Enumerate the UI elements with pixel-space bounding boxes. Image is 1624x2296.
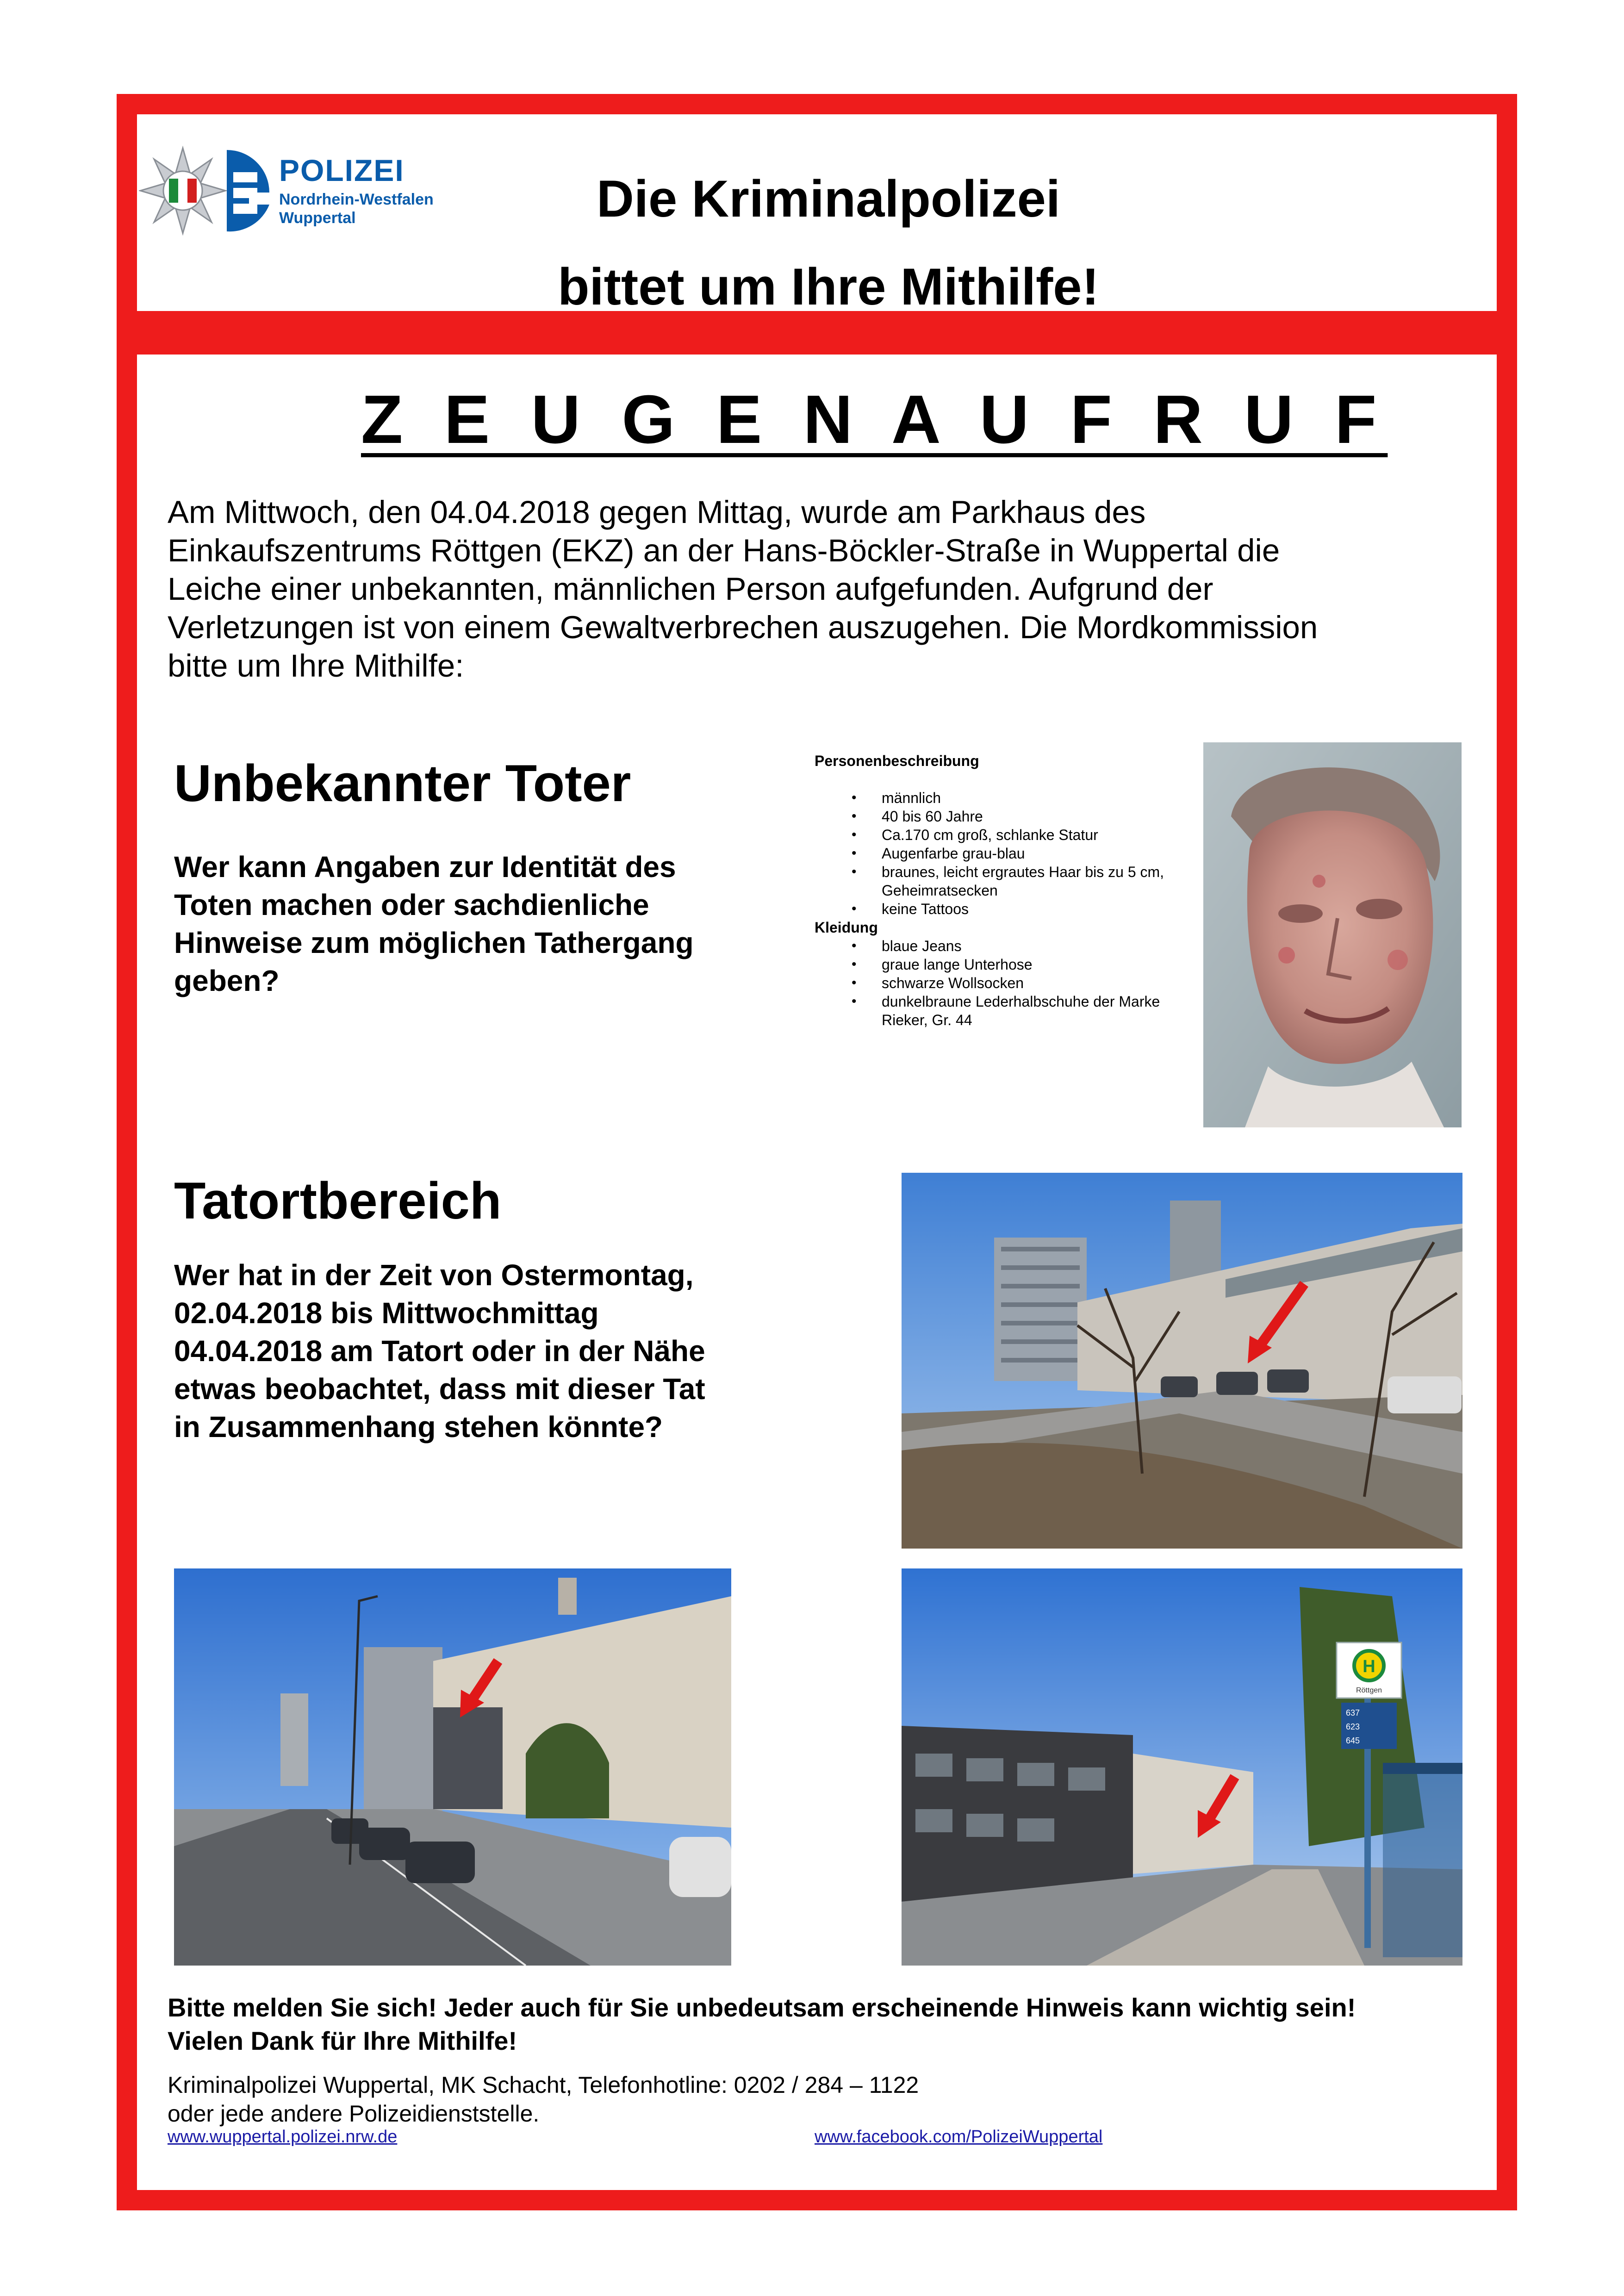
svg-text:H: H bbox=[1363, 1657, 1375, 1676]
logo-city: Wuppertal bbox=[279, 209, 356, 227]
question-line: 02.04.2018 bis Mittwochmittag bbox=[174, 1296, 599, 1330]
bus-route: 645 bbox=[1346, 1736, 1360, 1745]
person-description bbox=[815, 752, 1194, 1029]
scene-photo-garage bbox=[902, 1173, 1462, 1549]
website-link[interactable]: www.wuppertal.polizei.nrw.de bbox=[168, 2127, 398, 2147]
intro-line: bitte um Ihre Mithilfe: bbox=[168, 648, 464, 684]
question-line: Hinweise zum möglichen Tathergang bbox=[174, 926, 694, 959]
question-line: Wer kann Angaben zur Identität des bbox=[174, 850, 676, 884]
description-item: • 40 bis 60 Jahre bbox=[815, 807, 1194, 826]
contact-line: oder jede andere Polizeidienststelle. bbox=[168, 2101, 540, 2127]
question-line: Wer hat in der Zeit von Ostermontag, bbox=[174, 1258, 694, 1292]
headline-line-1: Die Kriminalpolizei bbox=[597, 170, 1060, 228]
section-question-scene bbox=[174, 1256, 877, 1446]
question-line: 04.04.2018 am Tatort oder in der Nähe bbox=[174, 1334, 705, 1368]
scene-photo-street bbox=[174, 1568, 731, 1966]
police-star-logo-icon bbox=[139, 144, 278, 237]
intro-paragraph bbox=[168, 493, 1487, 685]
question-line: etwas beobachtet, dass mit dieser Tat bbox=[174, 1372, 705, 1406]
clothing-heading: Kleidung bbox=[815, 919, 878, 936]
description-item: • braunes, leicht ergrautes Haar bis zu 5 cm, Geheimratsecken bbox=[815, 863, 1194, 900]
deceased-face-photo bbox=[1203, 742, 1462, 1127]
question-line: geben? bbox=[174, 964, 280, 997]
description-list bbox=[815, 789, 1194, 918]
closing-appeal bbox=[168, 1991, 1510, 2058]
contact-info bbox=[168, 2071, 1510, 2128]
description-item: • Ca.170 cm groß, schlanke Statur bbox=[815, 826, 1194, 844]
clothing-list bbox=[815, 937, 1194, 1029]
section-heading-scene: Tatortbereich bbox=[174, 1172, 502, 1230]
logo-brand: POLIZEI bbox=[279, 153, 404, 187]
description-item: • Augenfarbe grau-blau bbox=[815, 844, 1194, 863]
page-headline bbox=[417, 155, 1240, 331]
clothing-item: • schwarze Wollsocken bbox=[815, 974, 1194, 992]
scene-photo-bus-stop bbox=[902, 1568, 1462, 1966]
clothing-item: • blaue Jeans bbox=[815, 937, 1194, 955]
clothing-item: • graue lange Unterhose bbox=[815, 955, 1194, 974]
intro-line: Einkaufszentrums Röttgen (EKZ) an der Hans-Böckler-Straße in Wuppertal die bbox=[168, 533, 1280, 568]
intro-line: Verletzungen ist von einem Gewaltverbrechen auszugehen. Die Mordkommission bbox=[168, 610, 1318, 645]
intro-line: Am Mittwoch, den 04.04.2018 gegen Mittag, wurde am Parkhaus des bbox=[168, 494, 1146, 530]
question-line: Toten machen oder sachdienliche bbox=[174, 888, 649, 921]
section-heading-unknown: Unbekannter Toter bbox=[174, 754, 631, 812]
closing-line: Bitte melden Sie sich! Jeder auch für Sie unbedeutsam erscheinende Hinweis kann wichtig sein! bbox=[168, 1993, 1356, 2022]
bus-stop-name: Röttgen bbox=[1356, 1686, 1382, 1694]
clothing-item: • dunkelbraune Lederhalbschuhe der Marke Rieker, Gr. 44 bbox=[815, 992, 1194, 1029]
contact-line: Kriminalpolizei Wuppertal, MK Schacht, Telefonhotline: 0202 / 284 – 1122 bbox=[168, 2072, 919, 2098]
question-line: in Zusammenhang stehen könnte? bbox=[174, 1410, 663, 1444]
section-question-unknown bbox=[174, 848, 776, 1000]
page-title: Z E U G E N A U F R U F bbox=[361, 381, 1388, 458]
bus-route: 623 bbox=[1346, 1722, 1360, 1731]
facebook-link[interactable]: www.facebook.com/PolizeiWuppertal bbox=[815, 2127, 1103, 2147]
headline-line-2: bittet um Ihre Mithilfe! bbox=[558, 258, 1099, 316]
bus-route: 637 bbox=[1346, 1708, 1360, 1717]
description-item: • männlich bbox=[815, 789, 1194, 807]
description-item: • keine Tattoos bbox=[815, 900, 1194, 918]
logo-state: Nordrhein-Westfalen bbox=[279, 191, 434, 208]
closing-line: Vielen Dank für Ihre Mithilfe! bbox=[168, 2026, 517, 2055]
intro-line: Leiche einer unbekannten, männlichen Person aufgefunden. Aufgrund der bbox=[168, 571, 1213, 607]
description-heading: Personenbeschreibung bbox=[815, 753, 979, 769]
